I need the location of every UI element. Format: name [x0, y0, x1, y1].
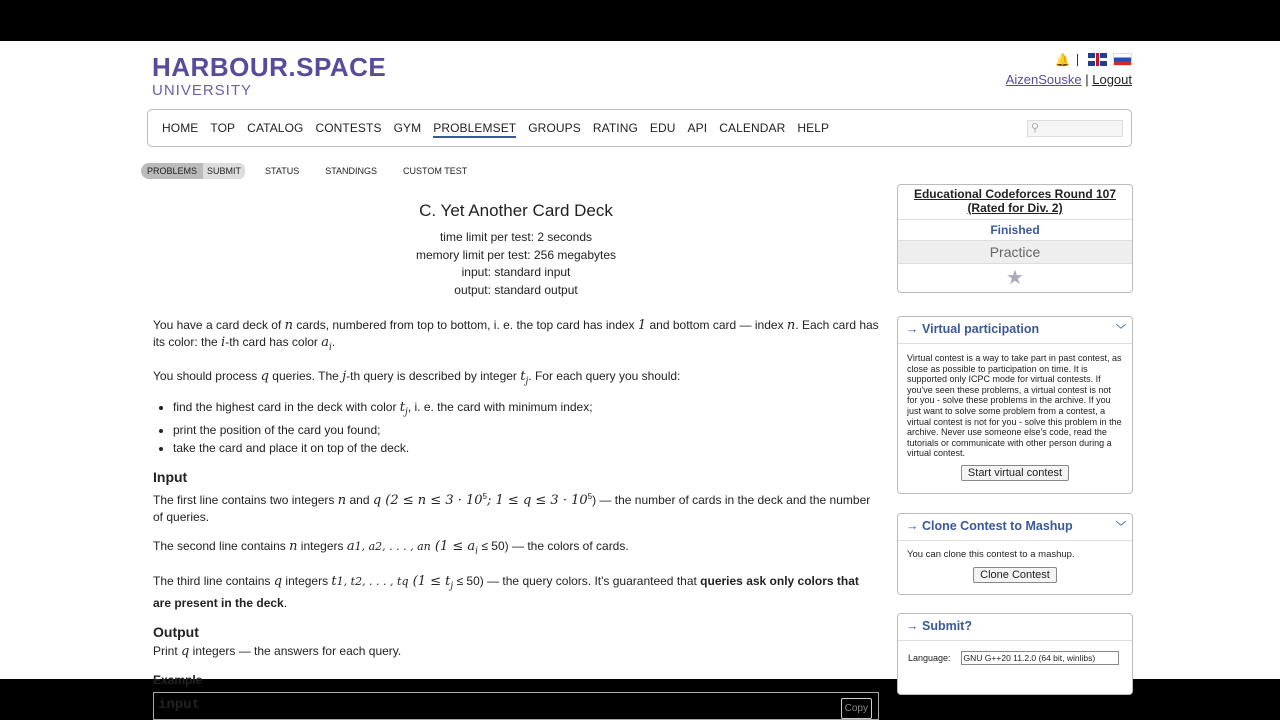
list-item: • print the position of the card you found; — [173, 422, 879, 439]
username-link[interactable]: AizenSouske — [1005, 72, 1082, 87]
example-input-label: input — [158, 696, 201, 713]
submit-header: → Submit? — [898, 614, 1132, 641]
chevron-down-icon[interactable]: ﹀ — [1116, 325, 1126, 336]
start-virtual-contest-button[interactable]: Start virtual contest — [961, 465, 1069, 481]
input-header: Input — [153, 469, 188, 486]
list-item: • find the highest card in the deck with color $t_j$, i. e. the card with minimum index; — [173, 399, 879, 421]
output-spec: output: standard output — [454, 282, 578, 297]
menu-catalog[interactable]: CATALOG — [247, 121, 304, 135]
logout-link[interactable]: Logout — [1092, 72, 1132, 87]
tab-standings[interactable]: STANDINGS — [325, 166, 378, 176]
menu-groups[interactable]: GROUPS — [528, 121, 581, 135]
list-item: • take the card and place it on top of the deck. — [173, 440, 879, 457]
query-steps — [153, 399, 879, 457]
english-flag-icon[interactable] — [1088, 53, 1107, 66]
tab-custom-test[interactable]: CUSTOM TEST — [403, 166, 468, 176]
memory-limit: memory limit per test: 256 megabytes — [415, 247, 617, 262]
tab-submit[interactable]: SUBMIT — [203, 163, 245, 179]
output-paragraph: Print q integers — the answers for each query. — [153, 643, 402, 659]
logo-text: HARBOUR.SPACE — [152, 52, 387, 82]
input-paragraph-1: The first line contains two integers n and q ($2 \le n \le 3 \cdot 10^5$; $1 \le q \le 3 \cdot 10^5$) — the number of cards in the deck and the number of queries. — [153, 492, 871, 525]
star-icon[interactable]: ★ — [1006, 267, 1024, 289]
chevron-down-icon[interactable]: ﹀ — [1116, 522, 1126, 533]
clone-contest-text: You can clone this contest to a mashup. — [907, 549, 1075, 560]
page — [0, 41, 1280, 714]
legend-paragraph-2: You should process q queries. The j-th query is described by integer $t_j$. For each query you should: — [153, 369, 681, 387]
problem-title: C. Yet Another Card Deck — [419, 201, 613, 220]
output-header: Output — [153, 623, 199, 640]
arrow-right-icon: → — [906, 619, 919, 633]
menu-api[interactable]: API — [687, 121, 708, 135]
harbour-space-logo[interactable] — [152, 54, 386, 99]
logo-subtext: UNIVERSITY — [152, 82, 253, 99]
menu-problemset[interactable]: PROBLEMSET — [433, 121, 516, 138]
search-input[interactable] — [1027, 120, 1123, 137]
submit-box — [897, 613, 1133, 695]
main-menu — [147, 109, 1132, 147]
notification-bell-icon[interactable]: 🔔 — [1055, 52, 1070, 67]
virtual-participation-text: Virtual contest is a way to take part in past contest, as close as possible to participation on time. It is supported only ICPC mode for virtual contests. If you've seen these problems, a virtual contest is not for you - solve these problems in the archive. If you just want to solve some problem from a contest, a virtual contest is not for you - solve this problem in the archive. Never use someone else's code, read the tutorials or communicate with other person during a virtual contest. — [907, 353, 1122, 459]
input-spec: input: standard input — [461, 265, 571, 279]
virtual-participation-header[interactable]: → Virtual participation ﹀ — [898, 317, 1132, 344]
clone-contest-header[interactable]: → Clone Contest to Mashup ﹀ — [898, 514, 1132, 541]
copy-button[interactable]: Copy — [841, 698, 872, 719]
menu-home[interactable]: HOME — [162, 121, 199, 135]
menu-gym[interactable]: GYM — [393, 121, 422, 135]
contest-name-link[interactable]: Educational Codeforces Round 107 (Rated for Div. 2) — [898, 185, 1132, 220]
divider — [1077, 54, 1078, 66]
arrow-right-icon: → — [906, 322, 919, 336]
example-header: Example — [153, 672, 203, 687]
clone-contest-button[interactable]: Clone Contest — [973, 567, 1057, 583]
language-label: Language: — [908, 653, 951, 663]
input-paragraph-3: The third line contains q integers t1, t2, . . . , tq $(1 \le t_j \le 50)$ — the query colors. It's guaranteed that queries ask only colors that are present in the deck. — [153, 573, 859, 610]
input-paragraph-2: The second line contains n integers a1, a2, . . . , an $(1 \le a_i \le 50)$ — the colors of cards. — [153, 539, 629, 557]
menu-help[interactable]: HELP — [797, 121, 830, 135]
legend-paragraph-1: You have a card deck of n cards, numbered from top to bottom, i. e. the top card has index 1 and bottom card — index n. Each card has its color: the i-th card has color $a_i$. — [153, 318, 879, 353]
user-box — [1006, 53, 1132, 87]
menu-edu[interactable]: EDU — [649, 121, 676, 135]
tab-status[interactable]: STATUS — [265, 166, 300, 176]
language-select[interactable]: GNU G++20 11.2.0 (64 bit, winlibs) — [961, 651, 1119, 665]
contest-box — [897, 184, 1133, 293]
menu-rating[interactable]: RATING — [592, 121, 638, 135]
menu-calendar[interactable]: CALENDAR — [719, 121, 786, 135]
tab-problems[interactable]: PROBLEMS — [141, 163, 203, 179]
clone-contest-box — [897, 513, 1133, 595]
problem-statement — [153, 196, 879, 720]
example-input-box — [153, 692, 879, 720]
problem-subtabs — [141, 163, 487, 179]
user-links — [1006, 72, 1132, 87]
practice-label: Practice — [898, 241, 1132, 264]
menu-contests[interactable]: CONTESTS — [315, 121, 382, 135]
virtual-participation-box — [897, 316, 1133, 494]
search-icon: ⚲ — [1031, 122, 1040, 134]
contest-status: Finished — [898, 220, 1132, 241]
arrow-right-icon: → — [906, 519, 919, 533]
language-flags — [1006, 53, 1132, 66]
time-limit: time limit per test: 2 seconds — [439, 230, 593, 244]
user-separator: | — [1085, 72, 1089, 87]
menu-top[interactable]: TOP — [210, 121, 236, 135]
russian-flag-icon[interactable] — [1113, 53, 1132, 66]
language-row — [898, 641, 1132, 675]
